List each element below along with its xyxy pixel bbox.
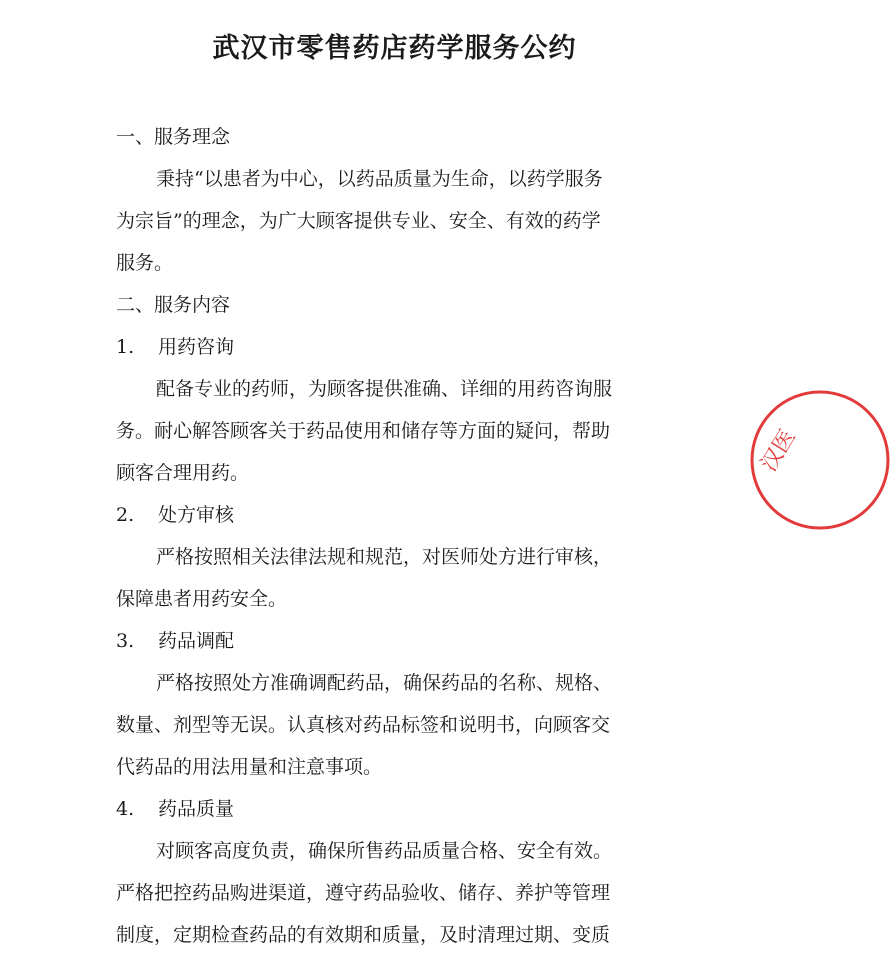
paragraph-line [116,410,676,452]
paragraph-line [116,200,676,242]
section-heading [116,116,676,158]
paragraph-line [116,746,676,788]
list-item-heading [116,494,676,536]
list-item-title: 用药咨询 [158,336,235,358]
paragraph-line [116,452,676,494]
list-item-heading [116,620,676,662]
official-seal-stamp [745,385,895,535]
paragraph-text: 对顾客高度负责，确保所售药品质量合格、安全有效。 [156,840,613,862]
paragraph-line [116,704,676,746]
paragraph-text: 严格把控药品购进渠道，遵守药品验收、储存、养护等管理 [116,882,611,904]
paragraph-line [116,368,676,410]
paragraph-text: 务。耐心解答顾客关于药品使用和储存等方面的疑问，帮助 [116,420,611,442]
paragraph-text: 保障患者用药安全。 [116,588,288,610]
list-item-number: 2. [116,504,135,526]
paragraph-line [116,872,676,914]
section-heading-text: 二、服务内容 [116,294,231,316]
list-item-number: 3. [116,630,135,652]
paragraph-text: 为宗旨”的理念，为广大顾客提供专业、安全、有效的药学 [116,210,601,232]
list-item-title: 药品调配 [158,630,235,652]
paragraph-text: 严格按照处方准确调配药品，确保药品的名称、规格、 [156,672,613,694]
document-title: 武汉市零售药店药学服务公约 [212,33,577,64]
paragraph-line [116,536,676,578]
document-body [116,116,676,956]
section-heading-text: 一、服务理念 [116,126,231,148]
list-item-heading [116,788,676,830]
paragraph-text: 配备专业的药师，为顾客提供准确、详细的用药咨询服 [156,378,613,400]
paragraph-text: 严格按照相关法律法规和规范，对医师处方进行审核， [156,546,613,568]
paragraph-line [116,914,676,956]
list-item-title: 药品质量 [158,798,235,820]
svg-text:汉医: 汉医 [756,425,801,477]
paragraph-text: 服务。 [116,252,174,274]
paragraph-text: 秉持“以患者为中心，以药品质量为生命，以药学服务 [156,168,603,190]
paragraph-line [116,662,676,704]
paragraph-text: 数量、剂型等无误。认真核对药品标签和说明书，向顾客交 [116,714,611,736]
list-item-heading [116,326,676,368]
list-item-number: 1. [116,336,135,358]
paragraph-line [116,242,676,284]
paragraph-line [116,578,676,620]
paragraph-text: 制度，定期检查药品的有效期和质量，及时清理过期、变质 [116,924,611,946]
list-item-title: 处方审核 [158,504,235,526]
paragraph-text: 代药品的用法用量和注意事项。 [116,756,383,778]
paragraph-text: 顾客合理用药。 [116,462,250,484]
paragraph-line [116,830,676,872]
paragraph-line [116,158,676,200]
list-item-number: 4. [116,798,135,820]
section-heading [116,284,676,326]
